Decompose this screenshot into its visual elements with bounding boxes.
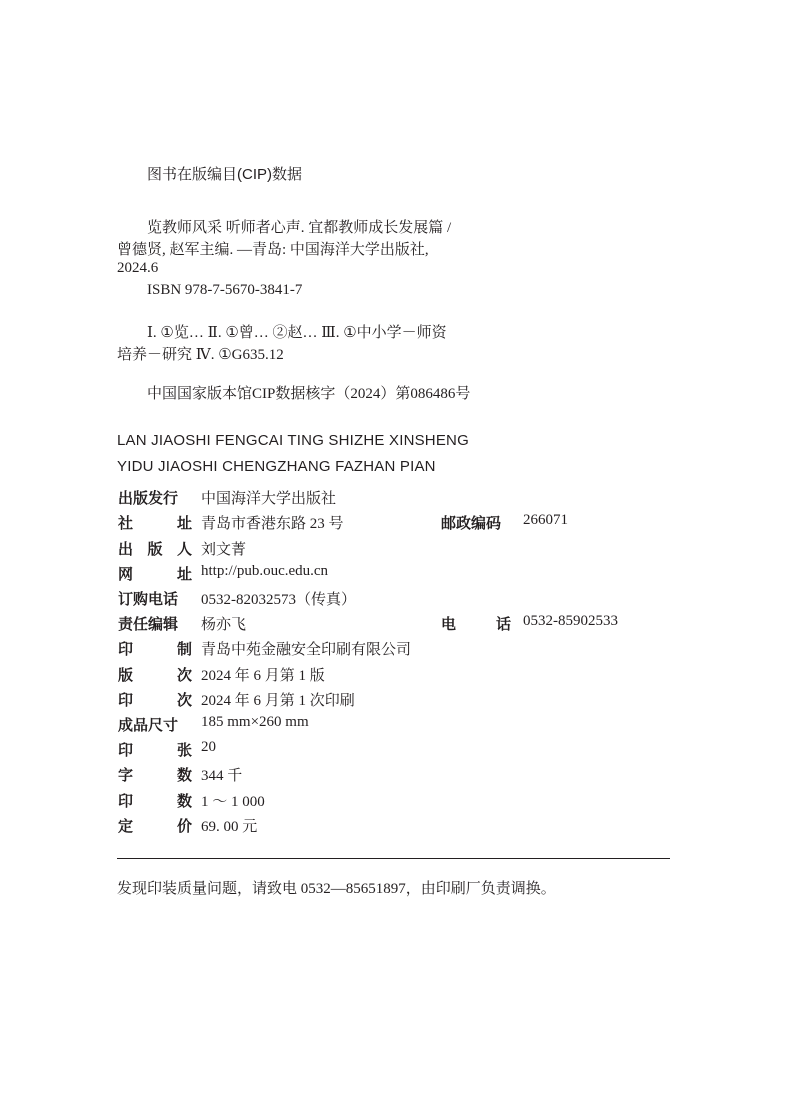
publisher-person-value: 刘文菁 [201,542,247,558]
edition-label: 版 次 [118,667,192,684]
address-label: 社 址 [118,515,192,532]
edition-value: 2024 年 6 月第 1 版 [201,668,325,684]
postcode-value: 266071 [523,512,568,528]
order-phone-value: 0532-82032573（传真） [201,592,356,608]
website-label: 网 址 [118,566,192,583]
printer-value: 青岛中苑金融安全印刷有限公司 [201,642,412,658]
cip-classification-2: 培养－研究 Ⅳ. ①G635.12 [117,347,284,363]
postcode-label: 邮政编码 [441,515,502,532]
size-value: 185 mm×260 mm [201,714,309,730]
words-value: 344 千 [201,768,243,784]
order-phone-label: 订购电话 [118,591,179,608]
divider-line [117,858,670,859]
editor-label: 责任编辑 [118,616,179,633]
price-label: 定 价 [118,818,192,835]
cip-record-number: 中国国家版本馆CIP数据核字（2024）第086486号 [147,386,471,402]
phone-value: 0532-85902533 [523,613,618,629]
sheets-value: 20 [201,739,216,755]
publisher-person-label: 出 版 人 [118,541,192,558]
cip-line-1: 览教师风采 听师者心声. 宜都教师成长发展篇 / [147,220,452,236]
website-value: http://pub.ouc.edu.cn [201,563,329,579]
cip-classification-1: Ⅰ. ①览… Ⅱ. ①曾… ②赵… Ⅲ. ①中小学－师资 [147,325,447,341]
size-label: 成品尺寸 [118,717,179,734]
editor-value: 杨亦飞 [201,617,247,633]
publisher-label: 出版发行 [118,490,179,507]
cip-heading: 图书在版编目(CIP)数据 [147,166,302,183]
sheets-label: 印 张 [118,742,192,759]
cip-line-3: 2024.6 [117,260,159,276]
printing-label: 印 次 [118,692,192,709]
print-run-value: 1 ～ 1 000 [201,794,265,810]
words-label: 字 数 [118,767,192,784]
phone-label: 电 话 [441,616,511,633]
quality-notice: 发现印装质量问题，请致电 0532—85651897，由印刷厂负责调换。 [117,881,556,897]
pinyin-title-line-1: LAN JIAOSHI FENGCAI TING SHIZHE XINSHENG [117,432,469,449]
address-value: 青岛市香港东路 23 号 [201,516,344,532]
cip-isbn: ISBN 978-7-5670-3841-7 [147,282,303,298]
print-run-label: 印 数 [118,793,192,810]
printing-value: 2024 年 6 月第 1 次印刷 [201,693,355,709]
cip-line-2: 曾德贤, 赵军主编. —青岛: 中国海洋大学出版社, [117,242,429,258]
printer-label: 印 制 [118,641,192,658]
pinyin-title-line-2: YIDU JIAOSHI CHENGZHANG FAZHAN PIAN [117,458,436,475]
price-value: 69. 00 元 [201,819,258,835]
publisher-value: 中国海洋大学出版社 [201,491,337,507]
